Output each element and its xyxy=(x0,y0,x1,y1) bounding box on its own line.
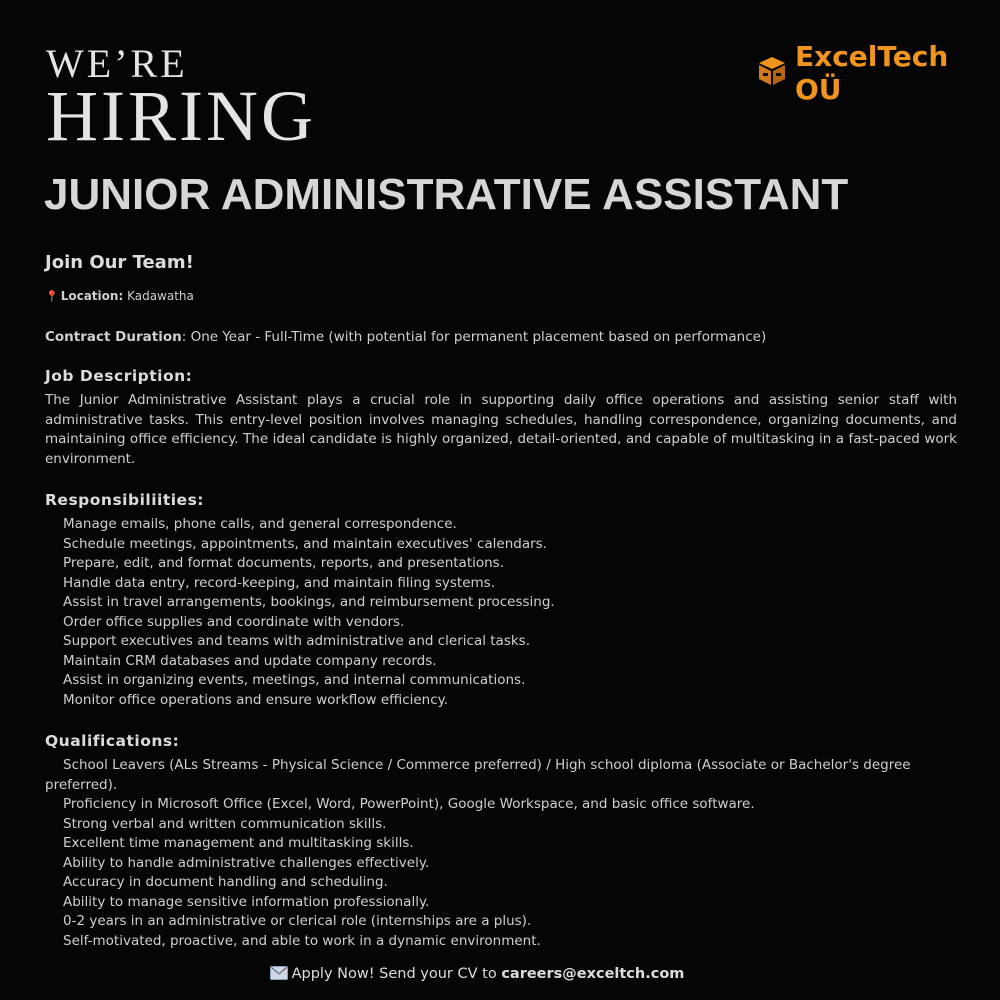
list-item: Order office supplies and coordinate with vendors. xyxy=(63,613,405,630)
pin-icon: 📍 xyxy=(45,290,59,303)
list-item: Schedule meetings, appointments, and maintain executives' calendars. xyxy=(63,535,547,552)
list-item: Assist in organizing events, meetings, and internal communications. xyxy=(63,672,526,688)
location-line xyxy=(45,289,957,303)
list-item: Strong verbal and written communication skills. xyxy=(63,815,387,832)
list-item: Assist in travel arrangements, bookings, and reimbursement processing. xyxy=(63,594,555,610)
description-heading: Job Description: xyxy=(45,367,193,385)
logo-wordmark: ExcelTech OÜ xyxy=(795,40,949,106)
apply-line xyxy=(0,966,954,984)
contract-line xyxy=(45,329,957,345)
description-text: The Junior Administrative Assistant plays a crucial role in supporting daily office operations and assisting senior staff with administrative tasks. This entry-level position involves managing schedules, handling correspondence, organizing documents, and maintaining office efficiency. The ideal candidate is highly organized, detail-oriented, and capable of multitasking in a fast-paced work environment. xyxy=(45,392,957,467)
location-value: Kadawatha xyxy=(123,289,194,303)
apply-text: Apply Now! Send your CV to xyxy=(291,966,502,982)
envelope-icon xyxy=(270,966,288,984)
location-label: Location: xyxy=(60,289,124,303)
list-item: Support executives and teams with administrative and clerical tasks. xyxy=(63,633,530,649)
apply-email-link[interactable]: careers@exceltch.com xyxy=(501,966,685,982)
qualifications-heading: Qualifications: xyxy=(45,732,180,750)
job-details xyxy=(45,252,957,951)
header-line-were: WE’RE xyxy=(46,41,188,86)
list-item: Self-motivated, proactive, and able to work in a dynamic environment. xyxy=(63,932,541,949)
company-logo xyxy=(755,40,1000,106)
list-item: Manage emails, phone calls, and general correspondence. xyxy=(63,516,457,532)
contract-value: : One Year - Full-Time (with potential for permanent placement based on performance) xyxy=(181,329,767,345)
list-item: 0-2 years in an administrative or clerical role (internships are a plus). xyxy=(63,913,532,929)
list-item: Maintain CRM databases and update company records. xyxy=(63,652,437,669)
contract-label: Contract Duration xyxy=(45,329,182,345)
header-line-hiring: HIRING xyxy=(46,76,316,156)
qualifications-list xyxy=(45,756,957,951)
list-item: Prepare, edit, and format documents, reports, and presentations. xyxy=(63,555,505,571)
list-item: Excellent time management and multitasking skills. xyxy=(63,835,414,851)
list-item: Accuracy in document handling and scheduling. xyxy=(63,874,388,890)
list-item: Handle data entry, record-keeping, and maintain filing systems. xyxy=(63,574,495,591)
list-item: Proficiency in Microsoft Office (Excel, Word, PowerPoint), Google Workspace, and basic office software. xyxy=(63,796,755,812)
job-title: JUNIOR ADMINISTRATIVE ASSISTANT xyxy=(44,170,849,219)
list-item: Ability to manage sensitive information professionally. xyxy=(63,893,430,910)
responsibilities-list xyxy=(45,515,957,710)
list-item: Monitor office operations and ensure workflow efficiency. xyxy=(63,691,449,708)
list-item: School Leavers (ALs Streams - Physical Science / Commerce preferred) / High school diploma (Associate or Bachelor's degree preferred). xyxy=(45,757,911,793)
logo-icon xyxy=(755,54,789,92)
join-heading: Join Our Team! xyxy=(45,252,194,273)
list-item: Ability to handle administrative challenges effectively. xyxy=(63,854,430,871)
responsibilities-heading: Responsibiliities: xyxy=(45,491,204,509)
